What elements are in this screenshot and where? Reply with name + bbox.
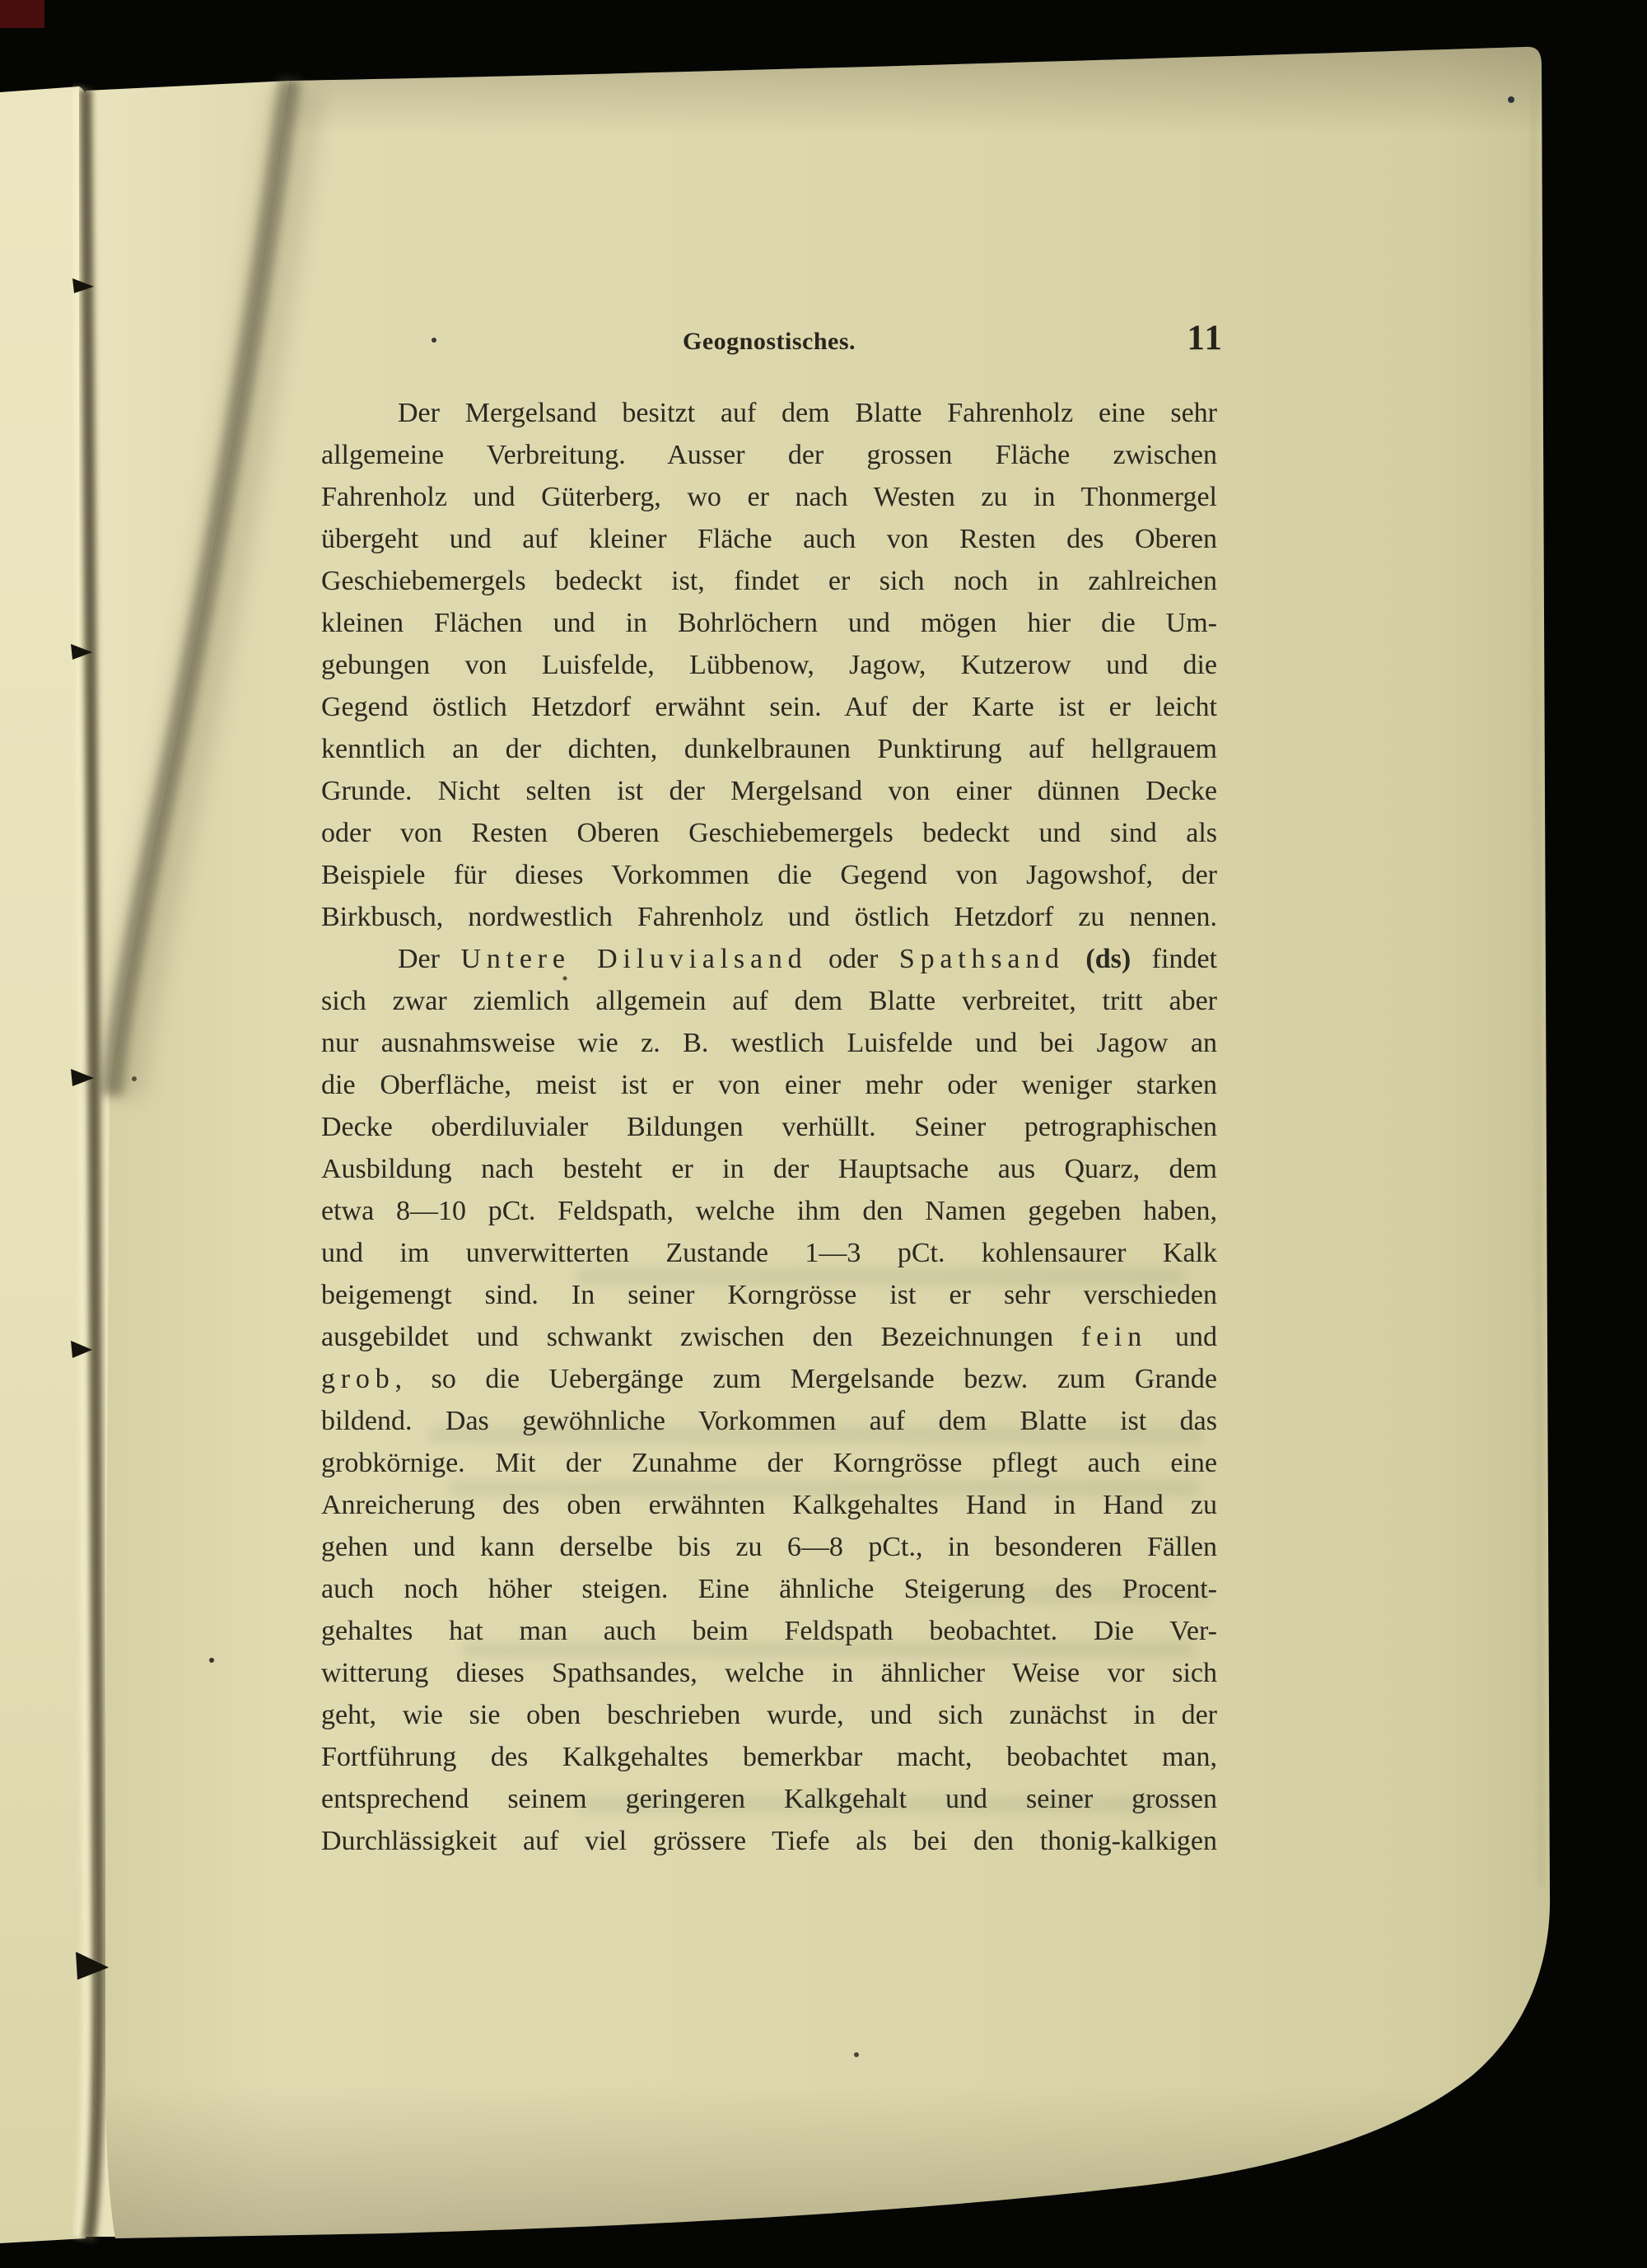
text-segment: geht, wie sie oben beschrieben wurde, und sich zunächst in der [321,1700,1217,1730]
text-segment: Durchlässigkeit auf viel grössere Tiefe als bei den thonig-kalkigen [321,1826,1217,1856]
text-segment: Decke oberdiluvialer Bildungen verhüllt. Seiner petrographischen [321,1112,1217,1142]
text-line [321,1400,1217,1442]
text-segment: auch noch höher steigen. Eine ähnliche Steigerung des Procent- [321,1574,1217,1604]
text-line [321,1064,1217,1106]
text-line [321,1610,1217,1652]
text-segment: grobkörnige. Mit der Zunahme der Korngrösse pflegt auch eine [321,1448,1217,1478]
text-segment: gehaltes hat man auch beim Feldspath beobachtet. Die Ver- [321,1616,1217,1646]
text-line [321,1022,1217,1064]
text-segment: sich zwar ziemlich allgemein auf dem Blatte verbreitet, tritt aber [321,986,1217,1016]
running-title: Geognostisches. [683,328,856,355]
text-segment: kleinen Flächen und in Bohrlöchern und mögen hier die Um- [321,608,1217,638]
text-segment: Ausbildung nach besteht er in der Hauptsache aus Quarz, dem [321,1154,1217,1184]
text-segment: und im unverwitterten Zustande 1—3 pCt. kohlensaurer Kalk [321,1238,1217,1268]
text-segment [1065,944,1086,974]
text-line [321,476,1217,518]
text-segment: Grunde. Nicht selten ist der Mergelsand von einer dünnen Decke [321,776,1217,806]
text-segment: oder von Resten Oberen Geschiebemergels bedeckt und sind als [321,818,1217,848]
letterspaced-term: Spathsand [898,944,1065,974]
text-line [321,392,1217,434]
text-segment: gehen und kann derselbe bis zu 6—8 pCt., in besonderen Fällen [321,1532,1217,1562]
text-segment: die Oberfläche, meist ist er von einer mehr oder weniger starken [321,1070,1217,1100]
text-segment: , so die Uebergänge zum Mergelsande bezw. zum Grande [394,1364,1217,1394]
text-line [321,812,1217,854]
letterspaced-term: Untere Diluvialsand [460,944,808,974]
text-line [321,1736,1217,1778]
text-line [321,1148,1217,1190]
text-line [321,1358,1217,1400]
text-segment: allgemeine Verbreitung. Ausser der grossen Fläche zwischen [321,440,1217,470]
text-segment: ausgebildet und schwankt zwischen den Bezeichnungen [321,1322,1082,1352]
letterspaced-term: grob [321,1364,395,1394]
text-line [321,1274,1217,1316]
text-line [321,1484,1217,1526]
text-line [321,1106,1217,1148]
text-line [321,1820,1217,1862]
text-line [321,1526,1217,1568]
bold-term: (ds) [1085,944,1131,974]
text-segment: Birkbusch, nordwestlich Fahrenholz und östlich Hetzdorf zu nennen. [321,902,1217,932]
text-line [321,644,1217,686]
text-line [321,770,1217,812]
text-segment: bildend. Das gewöhnliche Vorkommen auf dem Blatte ist das [321,1406,1217,1436]
text-segment: Fahrenholz und Güterberg, wo er nach Westen zu in Thonmergel [321,482,1217,512]
text-line [321,980,1217,1022]
text-segment: Der [398,944,461,974]
text-line [321,1652,1217,1694]
text-segment: Geschiebemergels bedeckt ist, findet er sich noch in zahlreichen [321,566,1217,596]
text-line [321,728,1217,770]
text-line [321,1778,1217,1820]
text-segment: witterung dieses Spathsandes, welche in ähnlicher Weise vor sich [321,1658,1217,1688]
text-segment: gebungen von Luisfelde, Lübbenow, Jagow, Kutzerow und die [321,650,1217,680]
text-line [321,854,1217,896]
text-segment: etwa 8—10 pCt. Feldspath, welche ihm den Namen gegeben haben, [321,1196,1217,1226]
text-line [321,1316,1217,1358]
text-line [321,434,1217,476]
text-segment: Gegend östlich Hetzdorf erwähnt sein. Auf der Karte ist er leicht [321,692,1217,722]
letterspaced-term: fein [1081,1322,1148,1352]
text-segment: Fortführung des Kalkgehaltes bemerkbar macht, beobachtet man, [321,1742,1217,1772]
page-number: 11 [1187,319,1224,357]
text-segment: übergeht und auf kleiner Fläche auch von Resten des Oberen [321,524,1217,554]
text-line [321,1694,1217,1736]
text-segment: kenntlich an der dichten, dunkelbraunen Punktirung auf hellgrauem [321,734,1217,764]
text-line [321,1568,1217,1610]
text-segment: Der Mergelsand besitzt auf dem Blatte Fahrenholz eine sehr [398,398,1217,428]
text-line [321,896,1217,938]
text-segment: nur ausnahmsweise wie z. B. westlich Luisfelde und bei Jagow an [321,1028,1217,1058]
text-segment: findet [1131,944,1217,974]
text-line [321,602,1217,644]
text-segment: entsprechend seinem geringeren Kalkgehalt und seiner grossen [321,1784,1217,1814]
text-line [321,1442,1217,1484]
text-line [321,1190,1217,1232]
text-line [321,1232,1217,1274]
text-segment: und [1147,1322,1218,1352]
text-segment: Beispiele für dieses Vorkommen die Gegend von Jagowshof, der [321,860,1217,890]
text-segment: oder [807,944,899,974]
text-line [321,938,1217,980]
text-segment: Anreicherung des oben erwähnten Kalkgehaltes Hand in Hand zu [321,1490,1217,1520]
body-text [321,392,1217,1862]
text-line [321,518,1217,560]
text-segment: beigemengt sind. In seiner Korngrösse ist er sehr verschieden [321,1280,1217,1310]
text-line [321,560,1217,602]
text-line [321,686,1217,728]
